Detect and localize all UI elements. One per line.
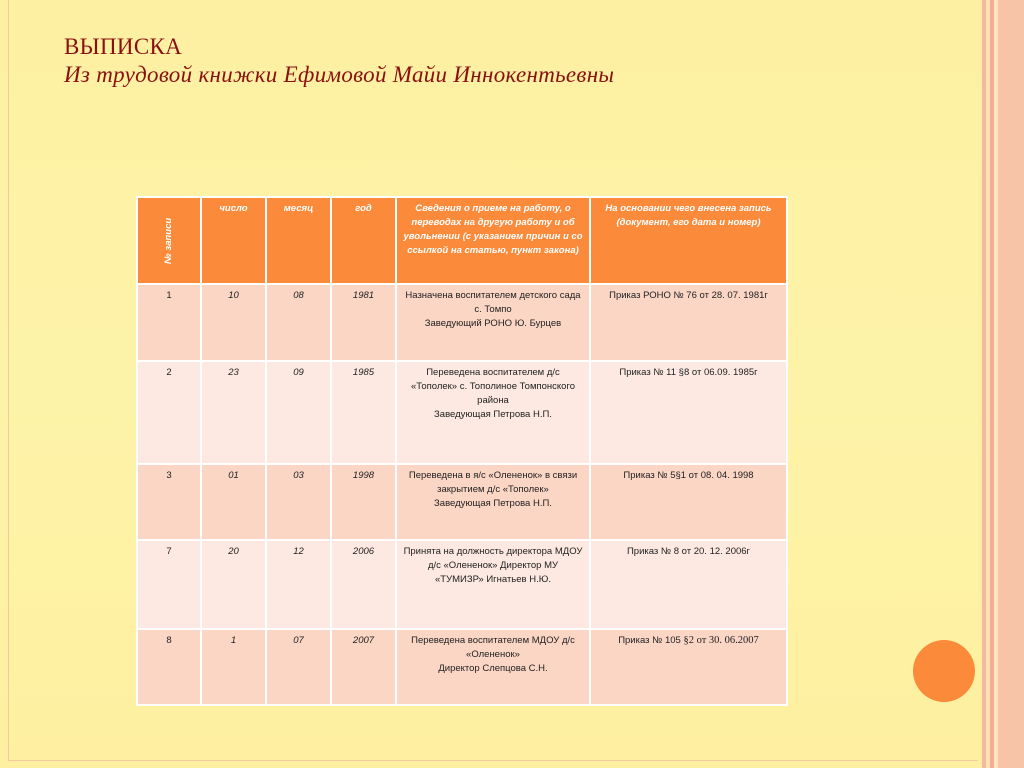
cell-month: 03	[266, 464, 331, 540]
cell-info: Переведена воспитателем д/с «Тополек» с. Тополиное Томпонского района Заведующая Петрова Н.П.	[396, 361, 590, 464]
cell-year: 1998	[331, 464, 396, 540]
cell-num: 7	[137, 540, 201, 629]
cell-info: Переведена воспитателем МДОУ д/с «Олененок» Директор Слепцова С.Н.	[396, 629, 590, 705]
page-title	[64, 33, 614, 89]
header-day: число	[201, 197, 266, 284]
cell-year: 1981	[331, 284, 396, 361]
header-basis: На основании чего внесена запись (документ, его дата и номер)	[590, 197, 787, 284]
header-month: месяц	[266, 197, 331, 284]
cell-basis	[590, 629, 787, 705]
cell-month: 12	[266, 540, 331, 629]
table-row	[137, 284, 787, 361]
cell-num: 3	[137, 464, 201, 540]
cell-basis: Приказ № 8 от 20. 12. 2006г	[590, 540, 787, 629]
cell-month: 09	[266, 361, 331, 464]
cell-day: 23	[201, 361, 266, 464]
cell-num: 1	[137, 284, 201, 361]
cell-day: 1	[201, 629, 266, 705]
decorative-circle	[913, 640, 975, 702]
cell-year: 2006	[331, 540, 396, 629]
cell-basis: Приказ № 11 §8 от 06.09. 1985г	[590, 361, 787, 464]
table-row	[137, 540, 787, 629]
title-line2: Из трудовой книжки Ефимовой Майи Иннокентьевны	[64, 62, 615, 87]
cell-info: Переведена в я/с «Олененок» в связи закрытием д/с «Тополек» Заведующая Петрова Н.П.	[396, 464, 590, 540]
cell-day: 01	[201, 464, 266, 540]
cell-info: Принята на должность директора МДОУ д/с «Олененок» Директор МУ «ТУМИЗР» Игнатьев Н.Ю.	[396, 540, 590, 629]
cell-month: 07	[266, 629, 331, 705]
cell-year: 1985	[331, 361, 396, 464]
decorative-stripes	[978, 0, 1024, 768]
cell-basis: Приказ РОНО № 76 от 28. 07. 1981г	[590, 284, 787, 361]
employment-record-table	[136, 196, 788, 706]
cell-num: 8	[137, 629, 201, 705]
cell-day: 20	[201, 540, 266, 629]
header-info: Сведения о приеме на работу, о переводах на другую работу и об увольнении (с указанием причин и со ссылкой на статью, пункт закона)	[396, 197, 590, 284]
cell-basis-prefix: Приказ № 105	[618, 635, 684, 646]
cell-month: 08	[266, 284, 331, 361]
table-row	[137, 629, 787, 705]
header-year: год	[331, 197, 396, 284]
cell-num: 2	[137, 361, 201, 464]
title-line1: ВЫПИСКА	[64, 34, 183, 59]
cell-year: 2007	[331, 629, 396, 705]
table-row	[137, 361, 787, 464]
header-record-number: № записи	[137, 197, 201, 284]
cell-basis: Приказ № 5§1 от 08. 04. 1998	[590, 464, 787, 540]
table-header-row	[137, 197, 787, 284]
cell-day: 10	[201, 284, 266, 361]
table-row	[137, 464, 787, 540]
cell-basis-suffix: §2 от 30. 06.2007	[683, 635, 759, 646]
cell-info: Назначена воспитателем детского сада с. Томпо Заведующий РОНО Ю. Бурцев	[396, 284, 590, 361]
